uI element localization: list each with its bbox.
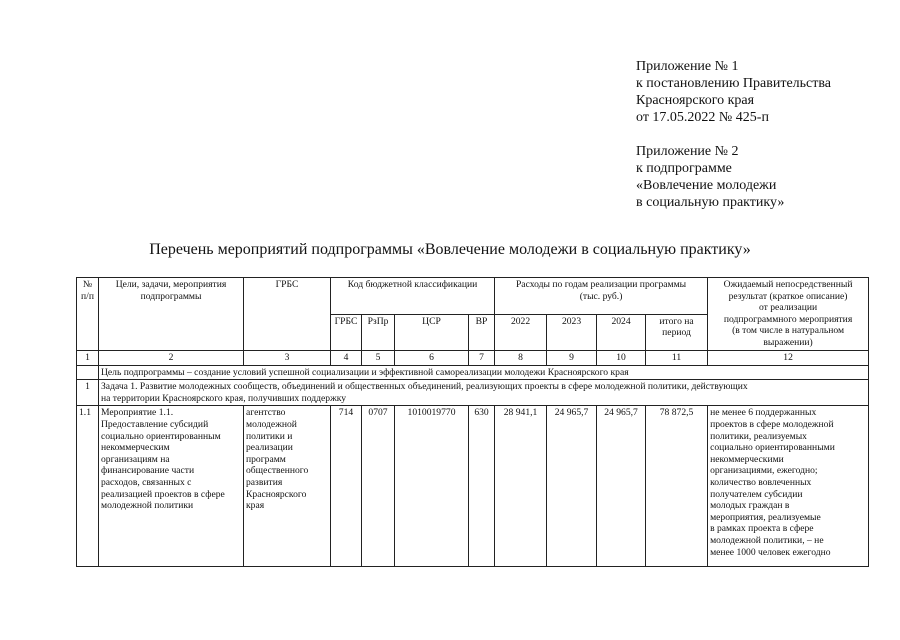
measure-grbs-code: 714: [331, 406, 362, 567]
header-code-csr: ЦСР: [395, 314, 469, 351]
column-number: 10: [597, 351, 646, 366]
appendix-2-line: к подпрограмме: [636, 161, 732, 176]
header-total: итого на период: [646, 314, 708, 351]
appendix-2-line: в социальную практику»: [636, 195, 785, 210]
header-code-rzpr: РзПр: [362, 314, 395, 351]
header-year-2024: 2024: [597, 314, 646, 351]
column-number: 3: [244, 351, 331, 366]
header-result: Ожидаемый непосредственный результат (краткое описание) от реализации подпрограммного мероприятия (в том числе в натуральном выражении): [708, 278, 869, 351]
measure-2024: 24 965,7: [597, 406, 646, 567]
measure-name: Мероприятие 1.1. Предоставление субсидий социально ориентированным некоммерческим организациям на финансирование части расходов, связанных с реализацией проектов в сфере молодежной политики: [99, 406, 244, 567]
measures-table: [76, 277, 869, 567]
column-number: 1: [77, 351, 99, 366]
column-number: 11: [646, 351, 708, 366]
header-goals: Цели, задачи, мероприятия подпрограммы: [99, 278, 244, 351]
column-number: 6: [395, 351, 469, 366]
column-number: 12: [708, 351, 869, 366]
goal-num-cell: [77, 365, 99, 380]
header-code-grbs: ГРБС: [331, 314, 362, 351]
task-num: 1: [77, 380, 99, 406]
column-number: 9: [547, 351, 597, 366]
header-num: № п/п: [77, 278, 99, 351]
appendix-1-line: Приложение № 1: [636, 59, 739, 74]
header-expenses: Расходы по годам реализации программы (тыс. руб.): [495, 278, 708, 315]
task-row: [77, 380, 869, 406]
measure-row: [77, 406, 869, 567]
appendix-2-header: [636, 143, 896, 211]
goal-text: Цель подпрограммы – создание условий успешной социализации и эффективной самореализации молодежи Красноярского края: [99, 365, 869, 380]
header-year-2022: 2022: [495, 314, 547, 351]
header-year-2023: 2023: [547, 314, 597, 351]
header-grbs: ГРБС: [244, 278, 331, 351]
measure-num: 1.1: [77, 406, 99, 567]
appendix-1-line: к постановлению Правительства: [636, 76, 832, 91]
column-number: 2: [99, 351, 244, 366]
measure-rzpr: 0707: [362, 406, 395, 567]
appendix-2-line: Приложение № 2: [636, 144, 739, 159]
measure-2022: 28 941,1: [495, 406, 547, 567]
column-number: 8: [495, 351, 547, 366]
task-text: Задача 1. Развитие молодежных сообществ, объединений и общественных объединений, реализующих проекты в сфере молодежной политики, действующих на территории Красноярского края, получивших поддержку: [99, 380, 869, 406]
header-budget-code: Код бюджетной классификации: [331, 278, 495, 315]
column-numbers-row: [77, 351, 869, 366]
measure-vr: 630: [469, 406, 495, 567]
column-number: 4: [331, 351, 362, 366]
measure-csr: 1010019770: [395, 406, 469, 567]
table-header-row: [77, 278, 869, 315]
document-title: Перечень мероприятий подпрограммы «Вовлечение молодежи в социальную практику»: [149, 241, 751, 258]
appendix-1-line: от 17.05.2022 № 425-п: [636, 110, 769, 125]
column-number: 7: [469, 351, 495, 366]
appendix-2-line: «Вовлечение молодежи: [636, 178, 777, 193]
measure-2023: 24 965,7: [547, 406, 597, 567]
goal-row: [77, 365, 869, 380]
appendix-1-line: Красноярского края: [636, 93, 755, 108]
header-code-vr: ВР: [469, 314, 495, 351]
column-number: 5: [362, 351, 395, 366]
appendix-1-header: [636, 58, 896, 126]
measure-total: 78 872,5: [646, 406, 708, 567]
measure-result: не менее 6 поддержанных проектов в сфере молодежной политики, реализуемых социально ориентированными некоммерческими организациями, ежегодно; количество вовлеченных получателем субсидии молодых граждан в мероприятия, реализуемые в рамках проекта в сфере молодежной политики, – не менее 1000 человек ежегодно: [708, 406, 869, 567]
measure-grbs-name: агентство молодежной политики и реализации программ общественного развития Красноярского края: [244, 406, 331, 567]
